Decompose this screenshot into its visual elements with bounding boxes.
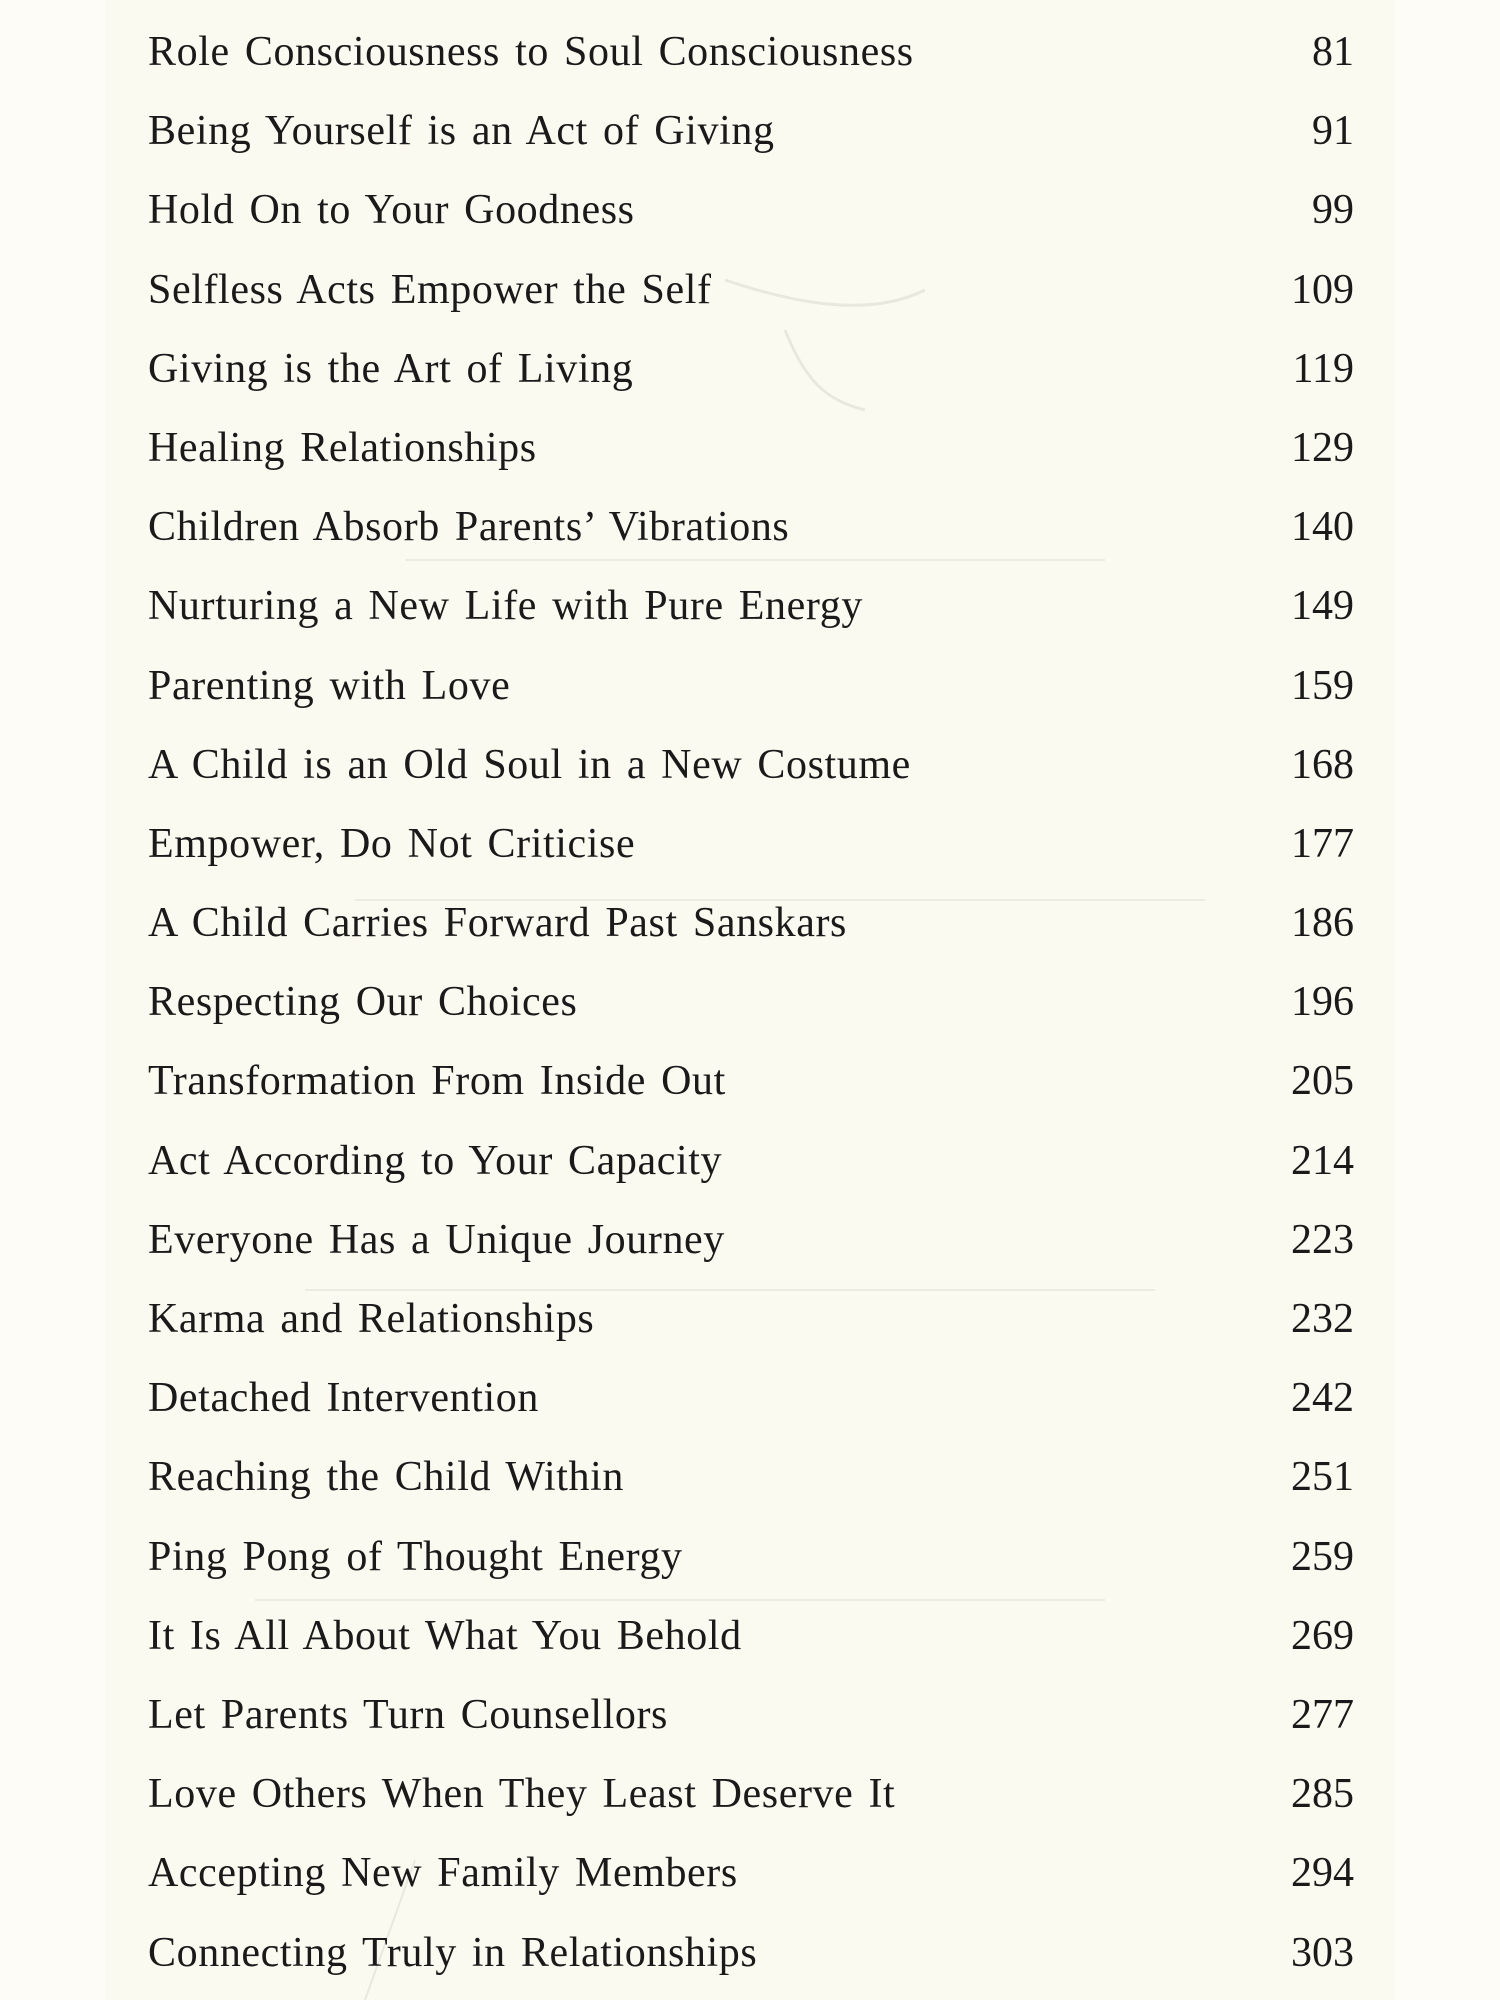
toc-entry xyxy=(148,572,1358,651)
toc-entry-page-number: 159 xyxy=(1291,662,1354,709)
toc-entry-title: Ping Pong of Thought Energy xyxy=(148,1533,683,1580)
toc-entry-page-number: 109 xyxy=(1291,266,1354,313)
toc-entry-page-number: 251 xyxy=(1291,1454,1354,1501)
toc-entry-title: Act According to Your Capacity xyxy=(148,1137,723,1184)
toc-entry xyxy=(148,1523,1358,1602)
toc-entry-page-number: 149 xyxy=(1291,583,1354,630)
toc-entry xyxy=(148,1285,1358,1364)
toc-entry-title: It Is All About What You Behold xyxy=(148,1612,742,1659)
toc-entry-title: Detached Intervention xyxy=(148,1375,539,1422)
toc-entry-page-number: 259 xyxy=(1291,1533,1354,1580)
toc-entry-title: Hold On to Your Goodness xyxy=(148,187,635,234)
toc-entry-title: Nurturing a New Life with Pure Energy xyxy=(148,583,863,630)
toc-entry-title: Role Consciousness to Soul Consciousness xyxy=(148,29,914,75)
toc-entry-page-number: 119 xyxy=(1292,345,1354,392)
toc-entry xyxy=(148,1127,1358,1206)
toc-entry-title: Love Others When They Least Deserve It xyxy=(148,1771,896,1818)
toc-entry-page-number: 177 xyxy=(1291,820,1354,867)
toc-entry xyxy=(148,1364,1358,1443)
toc-entry-page-number: 232 xyxy=(1291,1296,1354,1342)
toc-entry xyxy=(148,97,1358,176)
toc-entry-title: Accepting New Family Members xyxy=(148,1850,738,1897)
toc-entry-title: Karma and Relationships xyxy=(148,1296,595,1342)
toc-entry-title: Giving is the Art of Living xyxy=(148,345,634,392)
toc-entry-title: Connecting Truly in Relationships xyxy=(148,1929,758,1976)
toc-entry-title: A Child Carries Forward Past Sanskars xyxy=(148,900,847,947)
toc-entry xyxy=(148,731,1358,810)
toc-entry-title: Selfless Acts Empower the Self xyxy=(148,266,712,313)
toc-entry-page-number: 196 xyxy=(1291,979,1354,1026)
toc-entry xyxy=(148,968,1358,1047)
toc-entry xyxy=(148,1443,1358,1522)
toc-entry-title: Empower, Do Not Criticise xyxy=(148,820,636,867)
toc-entry xyxy=(148,1602,1358,1681)
toc-entry-page-number: 140 xyxy=(1291,504,1354,551)
toc-entry-page-number: 214 xyxy=(1291,1137,1354,1184)
toc-entry-title: A Child is an Old Soul in a New Costume xyxy=(148,741,911,788)
toc-entry xyxy=(148,810,1358,889)
toc-entry xyxy=(148,493,1358,572)
toc-entry xyxy=(148,176,1358,255)
toc-entry-page-number: 242 xyxy=(1291,1375,1354,1422)
toc-entry-page-number: 277 xyxy=(1291,1691,1354,1738)
toc-entry-page-number: 99 xyxy=(1312,187,1354,234)
toc-entry-title: Healing Relationships xyxy=(148,424,537,471)
toc-entry xyxy=(148,1047,1358,1126)
toc-entry xyxy=(148,335,1358,414)
toc-entry-page-number: 168 xyxy=(1291,741,1354,788)
toc-entry-title: Reaching the Child Within xyxy=(148,1454,624,1501)
toc-entry-page-number: 81 xyxy=(1312,29,1354,75)
toc-entry-title: Let Parents Turn Counsellors xyxy=(148,1691,668,1738)
toc-entry-page-number: 91 xyxy=(1312,108,1354,155)
toc-entry-title: Parenting with Love xyxy=(148,662,511,709)
toc-entry-page-number: 129 xyxy=(1291,424,1354,471)
toc-entry xyxy=(148,1839,1358,1918)
toc-entry-title: Children Absorb Parents’ Vibrations xyxy=(148,504,790,551)
toc-entry-page-number: 269 xyxy=(1291,1612,1354,1659)
toc-entry-page-number: 285 xyxy=(1291,1771,1354,1818)
toc-entry xyxy=(148,414,1358,493)
toc-entry xyxy=(148,1760,1358,1839)
toc-entry-page-number: 303 xyxy=(1291,1929,1354,1976)
toc-entry-title: Respecting Our Choices xyxy=(148,979,578,1026)
toc-entry xyxy=(148,889,1358,968)
toc-entry xyxy=(148,1681,1358,1760)
toc-entry xyxy=(148,256,1358,335)
toc-entry-page-number: 186 xyxy=(1291,900,1354,947)
toc-entry xyxy=(148,1919,1358,1998)
toc-entry xyxy=(148,18,1358,97)
toc-entry xyxy=(148,1206,1358,1285)
toc-entry xyxy=(148,652,1358,731)
toc-entry-page-number: 223 xyxy=(1291,1216,1354,1263)
toc-entry-title: Being Yourself is an Act of Giving xyxy=(148,108,775,155)
toc-entry-page-number: 205 xyxy=(1291,1058,1354,1105)
toc-entry-title: Transformation From Inside Out xyxy=(148,1058,726,1105)
table-of-contents xyxy=(148,18,1358,1998)
toc-entry-title: Everyone Has a Unique Journey xyxy=(148,1216,725,1263)
toc-entry-page-number: 294 xyxy=(1291,1850,1354,1897)
